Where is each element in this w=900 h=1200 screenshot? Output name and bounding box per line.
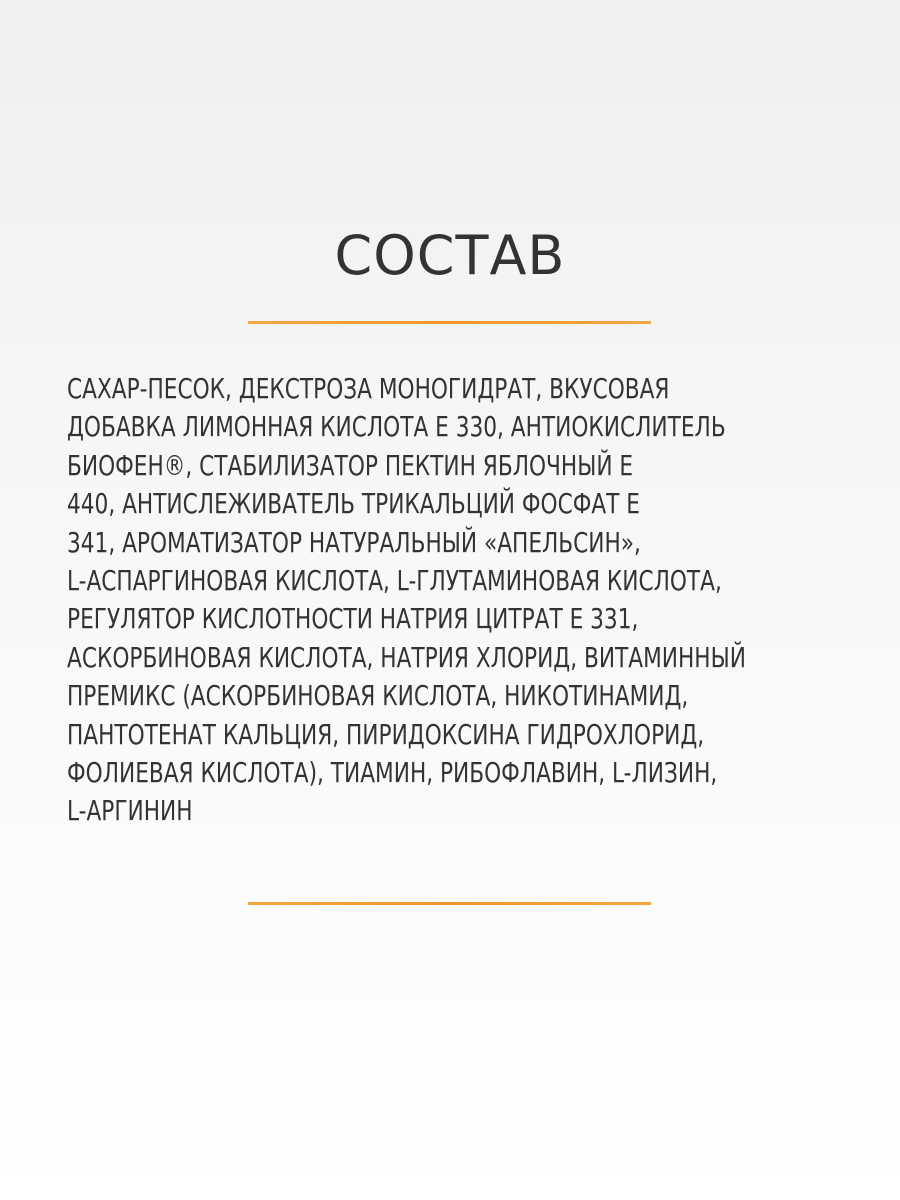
top-divider: [248, 321, 651, 324]
page-title: СОСТАВ: [334, 224, 566, 287]
ingredients-line: БИОФЕН®, СТАБИЛИЗАТОР ПЕКТИН ЯБЛОЧНЫЙ Е: [67, 448, 634, 482]
ingredients-line: ФОЛИЕВАЯ КИСЛОТА), ТИАМИН, РИБОФЛАВИН, L-ЛИЗИН,: [67, 756, 718, 790]
ingredients-text: [67, 370, 858, 831]
ingredients-line: ДОБАВКА ЛИМОННАЯ КИСЛОТА Е 330, АНТИОКИСЛИТЕЛЬ: [67, 410, 726, 444]
bottom-divider: [248, 902, 651, 905]
ingredients-line: 341, АРОМАТИЗАТОР НАТУРАЛЬНЫЙ «АПЕЛЬСИН»,: [67, 525, 641, 559]
ingredients-line: САХАР-ПЕСОК, ДЕКСТРОЗА МОНОГИДРАТ, ВКУСОВАЯ: [67, 372, 670, 405]
ingredients-line: ПАНТОТЕНАТ КАЛЬЦИЯ, ПИРИДОКСИНА ГИДРОХЛОРИД,: [67, 717, 705, 751]
ingredients-line: РЕГУЛЯТОР КИСЛОТНОСТИ НАТРИЯ ЦИТРАТ Е 331,: [67, 602, 639, 636]
ingredients-line: АСКОРБИНОВАЯ КИСЛОТА, НАТРИЯ ХЛОРИД, ВИТАМИННЫЙ: [67, 640, 746, 674]
ingredients-line: L-АСПАРГИНОВАЯ КИСЛОТА, L-ГЛУТАМИНОВАЯ КИСЛОТА,: [67, 564, 722, 598]
ingredients-line: 440, АНТИСЛЕЖИВАТЕЛЬ ТРИКАЛЬЦИЙ ФОСФАТ Е: [67, 487, 640, 521]
ingredients-line: ПРЕМИКС (АСКОРБИНОВАЯ КИСЛОТА, НИКОТИНАМИД,: [67, 679, 689, 713]
ingredients-line: L-АРГИНИН: [67, 794, 193, 828]
